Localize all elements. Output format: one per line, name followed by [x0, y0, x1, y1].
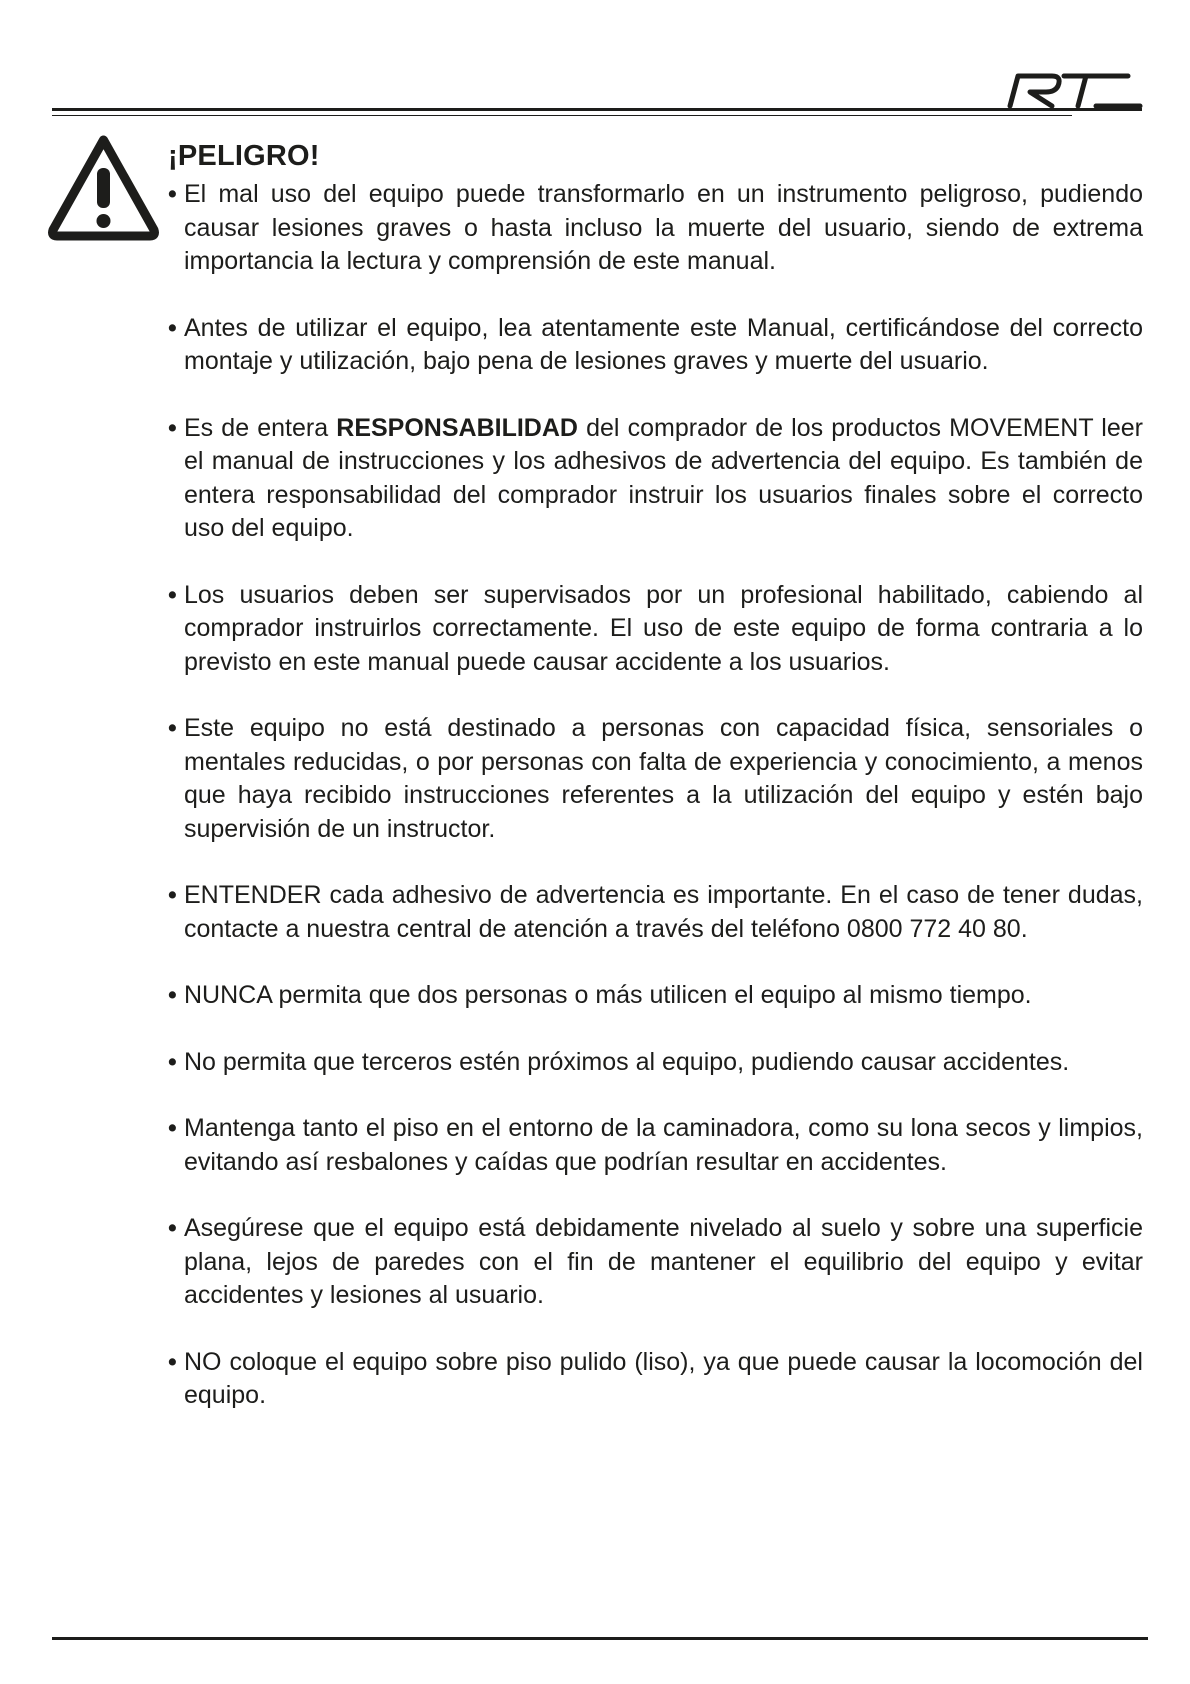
list-item: • Mantenga tanto el piso en el entorno de la caminadora, como su lona secos y limpios, evitando así resbalones y caídas que podrían resultar en accidentes.: [168, 1114, 1143, 1176]
list-item: • El mal uso del equipo puede transformarlo en un instrumento peligroso, pudiendo causar lesiones graves o hasta incluso la muerte del usuario, siendo de extrema importancia la lectura y comprensión de este manual.: [168, 180, 1143, 275]
header-rule-thick: [52, 108, 1142, 111]
warning-list: [168, 178, 1143, 1446]
warning-triangle-icon: [46, 132, 161, 244]
list-item: • Este equipo no está destinado a personas con capacidad física, sensoriales o mentales reducidas, o por personas con falta de experiencia y conocimiento, a menos que haya recibido instrucciones referentes a la utilización del equipo y estén bajo supervisión de un instructor.: [168, 714, 1143, 843]
list-item: • ENTENDER cada adhesivo de advertencia es importante. En el caso de tener dudas, contacte a nuestra central de atención a través del teléfono 0800 772 40 80.: [168, 881, 1143, 943]
list-item: • Antes de utilizar el equipo, lea atentamente este Manual, certificándose del correcto montaje y utilización, bajo pena de lesiones graves y muerte del usuario.: [168, 313, 1143, 375]
danger-title: ¡PELIGRO!: [168, 140, 320, 172]
footer-rule: [52, 1637, 1148, 1640]
rt-logo: [1000, 68, 1148, 112]
list-item: • NO coloque el equipo sobre piso pulido (liso), ya que puede causar la locomoción del equipo.: [168, 1347, 1143, 1409]
list-item: • Los usuarios deben ser supervisados por un profesional habilitado, cabiendo al comprador instruirlos correctamente. El uso de este equipo de forma contraria a lo previsto en este manual puede causar accidente a los usuarios.: [168, 580, 1143, 676]
list-item: • NUNCA permita que dos personas o más utilicen el equipo al mismo tiempo.: [168, 981, 1032, 1009]
responsabilidad-emphasis: RESPONSABILIDAD: [336, 413, 578, 442]
list-item: • No permita que terceros estén próximos al equipo, pudiendo causar accidentes.: [168, 1047, 1070, 1076]
list-item: • Asegúrese que el equipo está debidamente nivelado al suelo y sobre una superficie plana, lejos de paredes con el fin de mantener el equilibrio del equipo y evitar accidentes y lesiones al usuario.: [168, 1214, 1143, 1309]
header-rule-thin: [52, 115, 1072, 116]
list-item: • Es de entera RESPONSABILIDAD del comprador de los productos MOVEMENT leer el manual de instrucciones y los adhesivos de advertencia del equipo. Es también de entera responsabilidad del comprador instruir los usuarios finales sobre el correcto uso del equipo.: [168, 413, 1143, 542]
